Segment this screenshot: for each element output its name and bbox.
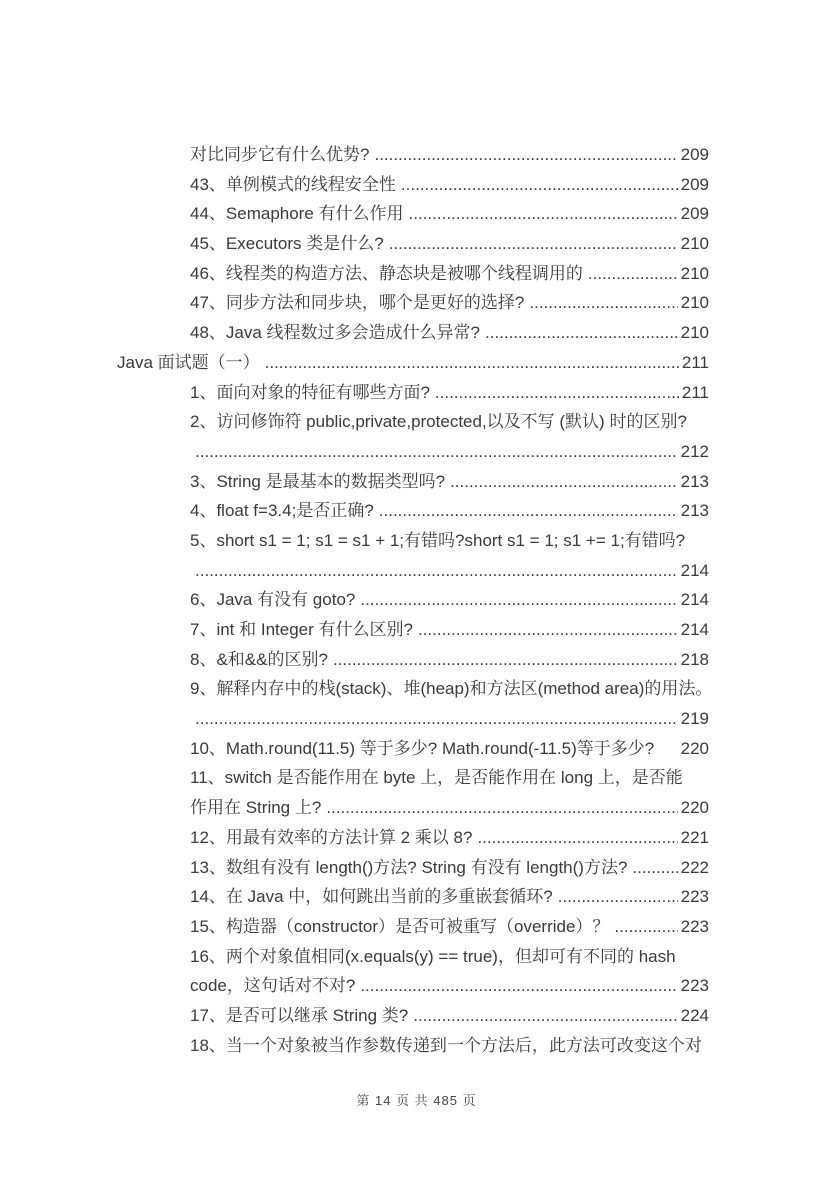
toc-entry-page: 210 bbox=[680, 293, 709, 313]
toc-entry[interactable] bbox=[117, 763, 709, 793]
toc-entry-page: 213 bbox=[680, 471, 709, 491]
dot-leader bbox=[379, 496, 678, 526]
dot-leader bbox=[389, 229, 678, 259]
toc-entry[interactable] bbox=[117, 971, 709, 1001]
toc-entry-page: 213 bbox=[680, 501, 709, 521]
toc-entry[interactable] bbox=[117, 467, 709, 497]
toc-entry[interactable] bbox=[117, 407, 709, 437]
dot-leader bbox=[632, 853, 677, 883]
toc-entry-text: 14、在 Java 中，如何跳出当前的多重嵌套循环? bbox=[190, 887, 553, 907]
dot-leader bbox=[435, 378, 679, 408]
toc-entry[interactable] bbox=[117, 585, 709, 615]
toc-entry-page: 210 bbox=[680, 234, 709, 254]
toc-entry[interactable] bbox=[117, 288, 709, 318]
toc-entry-text: 对比同步它有什么优势? bbox=[190, 145, 370, 164]
dot-leader bbox=[485, 318, 678, 348]
toc-entry-text: 17、是否可以继承 String 类? bbox=[190, 1005, 409, 1025]
dot-leader bbox=[588, 259, 678, 289]
toc-entry-page: 220 bbox=[680, 798, 709, 818]
toc-entry[interactable] bbox=[117, 437, 709, 467]
toc-entry[interactable] bbox=[117, 170, 709, 200]
toc-entry[interactable] bbox=[117, 526, 709, 556]
toc-entry[interactable] bbox=[117, 704, 709, 734]
toc-entry-text: 47、同步方法和同步块，哪个是更好的选择? bbox=[190, 293, 525, 313]
toc-entry[interactable] bbox=[117, 882, 709, 912]
dot-leader bbox=[195, 437, 678, 467]
toc-entry-page: 209 bbox=[680, 174, 709, 194]
toc-entry[interactable] bbox=[117, 229, 709, 259]
toc-entry-page: 224 bbox=[680, 1005, 709, 1025]
dot-leader bbox=[374, 140, 677, 170]
dot-leader bbox=[450, 467, 678, 497]
toc-entry-text: 16、两个对象值相同(x.equals(y) == true)，但却可有不同的 hash bbox=[190, 946, 676, 966]
toc-entry-text: 11、switch 是否能作用在 byte 上，是否能作用在 long 上，是否能 bbox=[190, 768, 683, 788]
toc-entry-text: 48、Java 线程数过多会造成什么异常? bbox=[190, 323, 480, 343]
toc-entry-text: 7、int 和 Integer 有什么区别? bbox=[190, 620, 413, 639]
dot-leader bbox=[195, 704, 678, 734]
toc-entry-text: 12、用最有效率的方法计算 2 乘以 8? bbox=[190, 827, 473, 847]
toc-entry-text: 6、Java 有没有 goto? bbox=[190, 590, 356, 610]
toc-entry-text: 1、面向对象的特征有哪些方面? bbox=[190, 382, 430, 402]
toc-entry[interactable] bbox=[117, 615, 709, 645]
dot-leader bbox=[614, 912, 677, 942]
toc-entry-text: 13、数组有没有 length()方法? String 有没有 length()方法? bbox=[190, 857, 628, 877]
toc-entry[interactable] bbox=[117, 556, 709, 586]
dot-leader bbox=[477, 823, 677, 853]
dot-leader bbox=[413, 1001, 677, 1031]
toc-entry-text: 15、构造器（constructor）是否可被重写（override）？ bbox=[190, 916, 610, 936]
toc-entry-text: 18、当一个对象被当作参数传递到一个方法后，此方法可改变这个对 bbox=[190, 1035, 702, 1055]
toc-entry[interactable] bbox=[117, 1001, 709, 1031]
toc-entry-page: 212 bbox=[680, 441, 709, 461]
toc-entry-text: 43、单例模式的线程安全性 bbox=[190, 174, 396, 194]
toc-entry-page: 223 bbox=[680, 916, 709, 936]
toc-entry-page: 214 bbox=[680, 560, 709, 580]
toc-entry-text: 44、Semaphore 有什么作用 bbox=[190, 204, 404, 224]
toc-entry-text: 作用在 String 上? bbox=[190, 798, 322, 818]
toc-entry-page: 211 bbox=[681, 352, 709, 372]
toc-entry-text: Java 面试题（一） bbox=[117, 352, 260, 372]
dot-leader bbox=[418, 615, 678, 645]
toc-entry[interactable] bbox=[117, 645, 709, 675]
toc-entry-text: 3、String 是最基本的数据类型吗? bbox=[190, 471, 446, 491]
dot-leader bbox=[265, 348, 679, 378]
dot-leader bbox=[558, 882, 678, 912]
dot-leader bbox=[360, 971, 677, 1001]
toc-entry-text: 8、&和&&的区别? bbox=[190, 649, 328, 669]
toc-entry-page: 223 bbox=[680, 887, 709, 907]
toc-entry-page: 220 bbox=[680, 738, 709, 758]
page-footer: 第 14 页 共 485 页 bbox=[356, 1093, 477, 1108]
toc-entry-page: 210 bbox=[680, 323, 709, 343]
toc-entry[interactable] bbox=[117, 734, 709, 764]
toc-entry-text: code，这句话对不对? bbox=[190, 976, 356, 996]
toc-entry-text: 46、线程类的构造方法、静态块是被哪个线程调用的 bbox=[190, 263, 583, 283]
dot-leader bbox=[333, 645, 678, 675]
toc-entry[interactable] bbox=[117, 823, 709, 853]
dot-leader bbox=[401, 170, 678, 200]
toc-entry[interactable] bbox=[117, 912, 709, 942]
toc-entry[interactable] bbox=[117, 318, 709, 348]
toc-entry[interactable] bbox=[117, 674, 713, 704]
toc-entry[interactable] bbox=[117, 1031, 709, 1061]
toc-entry-text: 45、Executors 类是什么? bbox=[190, 234, 384, 254]
toc-entry-text: 9、解释内存中的栈(stack)、堆(heap)和方法区(method area)的用法。 bbox=[190, 679, 713, 699]
toc-entry-text: 5、short s1 = 1; s1 = s1 + 1;有错吗?short s1 = 1; s1 += 1;有错吗? bbox=[190, 530, 686, 550]
toc-entry-text: 10、Math.round(11.5) 等于多少? Math.round(-11.5)等于多少? bbox=[190, 738, 655, 758]
toc-entry[interactable] bbox=[117, 793, 709, 823]
toc-entry-page: 218 bbox=[680, 649, 709, 669]
dot-leader bbox=[326, 793, 677, 823]
toc-entry-page: 221 bbox=[680, 827, 709, 847]
toc-entry[interactable] bbox=[117, 378, 709, 408]
toc-entry[interactable] bbox=[117, 348, 709, 378]
dot-leader bbox=[409, 199, 678, 229]
toc-entry[interactable] bbox=[117, 199, 709, 229]
toc-entry-page: 214 bbox=[680, 620, 709, 639]
toc-entry[interactable] bbox=[117, 942, 709, 972]
toc-entry-page: 211 bbox=[681, 382, 709, 402]
toc-entry[interactable] bbox=[117, 140, 709, 170]
toc-entry-page: 210 bbox=[680, 263, 709, 283]
toc-entry-text: 4、float f=3.4;是否正确? bbox=[190, 501, 374, 521]
toc-entry-page: 222 bbox=[680, 857, 709, 877]
toc-entry-page: 209 bbox=[680, 145, 709, 164]
toc-entry[interactable] bbox=[117, 853, 709, 883]
toc-entry[interactable] bbox=[117, 259, 709, 289]
dot-leader bbox=[360, 585, 677, 615]
toc-entry[interactable] bbox=[117, 496, 709, 526]
toc-entry-page: 223 bbox=[680, 976, 709, 996]
dot-leader bbox=[195, 556, 678, 586]
toc-list bbox=[117, 140, 713, 1060]
toc-entry-page: 209 bbox=[680, 204, 709, 224]
toc-entry-page: 214 bbox=[680, 590, 709, 610]
dot-leader bbox=[529, 288, 677, 318]
toc-entry-page: 219 bbox=[680, 709, 709, 729]
toc-entry-text: 2、访问修饰符 public,private,protected,以及不写 (默认) 时的区别? bbox=[190, 412, 687, 432]
